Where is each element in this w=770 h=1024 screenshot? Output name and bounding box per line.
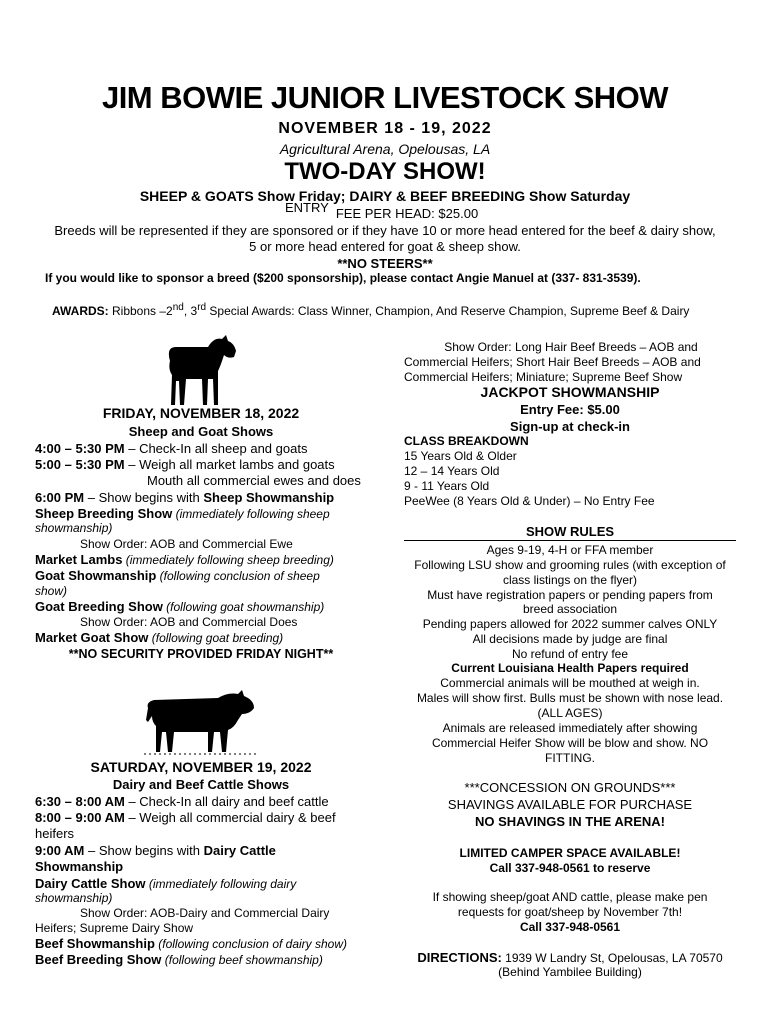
friday-show-class: Sheep Showmanship — [203, 490, 335, 505]
awards-text-b: , 3 — [183, 304, 198, 318]
entry-label: ENTRY — [285, 200, 329, 215]
beef-showmanship-note: (following conclusion of dairy show) — [154, 937, 348, 951]
awards-line — [52, 302, 689, 318]
jackpot-entry-fee: Entry Fee: $5.00 — [520, 402, 620, 417]
breeds-note: Breeds will be represented if they are sponsored or if they have 10 or more head entered for the beef & dairy show, 5 or more head entered for goat & sheep show. — [54, 223, 716, 254]
goat-icon — [162, 335, 242, 409]
show-schedule: SHEEP & GOATS Show Friday; DAIRY & BEEF BREEDING Show Saturday — [139, 188, 631, 204]
goat-showmanship — [35, 568, 320, 585]
show-dates: NOVEMBER 18 - 19, 2022 — [278, 120, 492, 137]
friday-weigh-time: 5:00 – 5:30 PM — [35, 457, 125, 472]
saturday-show — [35, 843, 276, 859]
rule-item: Commercial animals will be mouthed at weigh in. — [440, 676, 700, 690]
market-goat-note: (following goat breeding) — [148, 631, 284, 645]
beef-breeding-show — [35, 952, 323, 969]
sheep-breeding-note: (immediately following sheep — [172, 507, 330, 521]
saturday-checkin-text: – Check-In all dairy and beef cattle — [124, 794, 329, 809]
jackpot-signup: Sign-up at check-in — [510, 419, 630, 434]
saturday-show-class: Dairy Cattle — [203, 843, 276, 858]
beef-show-order-2: Commercial Heifers; Short Hair Beef Breeds – AOB and — [404, 355, 701, 369]
goat-breeding-note: (following goat showmanship) — [162, 600, 325, 614]
saturday-show-class-2: Showmanship — [35, 859, 124, 874]
rule-item: Commercial Heifer Show will be blow and show. NO — [431, 736, 709, 750]
class-item: PeeWee (8 Years Old & Under) – No Entry Fee — [404, 494, 655, 508]
rule-item: Animals are released immediately after showing — [442, 721, 698, 735]
sponsor-note: If you would like to sponsor a breed ($200 sponsorship), please contact Angie Manuel at (337- 831-3539). — [45, 271, 641, 285]
friday-weigh-text: – Weigh all market lambs and goats — [124, 457, 335, 472]
goat-showmanship-note: (following conclusion of sheep — [156, 569, 320, 583]
beef-breeding-note: (following beef showmanship) — [161, 953, 323, 967]
saturday-weigh-text: – Weigh all commercial dairy & beef — [124, 810, 336, 825]
rule-item: Pending papers allowed for 2022 summer calves ONLY — [422, 617, 718, 631]
rule-item: No refund of entry fee — [511, 647, 629, 661]
goat-showmanship-label: Goat Showmanship — [35, 568, 157, 583]
class-item: 15 Years Old & Older — [404, 449, 517, 463]
sheep-breeding-label: Sheep Breeding Show — [35, 506, 173, 521]
page-title: JIM BOWIE JUNIOR LIVESTOCK SHOW — [101, 80, 669, 115]
rule-item: FITTING. — [545, 751, 595, 765]
market-lambs-note: (immediately following sheep breeding) — [122, 553, 334, 567]
directions-2: (Behind Yambilee Building) — [498, 965, 642, 979]
market-goat-show — [35, 630, 283, 647]
goat-breeding-show — [35, 599, 324, 616]
beef-show-order-1: Show Order: Long Hair Beef Breeds – AOB and — [444, 340, 698, 354]
pen-request-note-2: requests for goat/sheep by November 7th! — [457, 905, 683, 919]
friday-show-time: 6:00 PM — [35, 490, 85, 505]
awards-text-c: Special Awards: Class Winner, Champion, And Reserve Champion, Supreme Beef & Dairy — [206, 304, 690, 318]
friday-checkin-text: – Check-In all sheep and goats — [124, 441, 308, 456]
rule-item: Ages 9-19, 4-H or FFA member — [486, 543, 654, 557]
saturday-heading: SATURDAY, NOVEMBER 19, 2022 — [90, 759, 312, 775]
class-item: 12 – 14 Years Old — [404, 464, 500, 478]
goat-show-order: Show Order: AOB and Commercial Does — [80, 615, 298, 629]
friday-heading: FRIDAY, NOVEMBER 18, 2022 — [102, 405, 300, 421]
beef-breeding-label: Beef Breeding Show — [35, 952, 162, 967]
rule-item: breed association — [522, 602, 618, 616]
rules-divider — [404, 540, 736, 541]
saturday-show-time: 9:00 AM — [35, 843, 85, 858]
dairy-show-order: Show Order: AOB-Dairy and Commercial Dairy — [80, 906, 330, 920]
camper-call: Call 337-948-0561 to reserve — [489, 861, 651, 875]
market-lambs-label: Market Lambs — [35, 552, 123, 567]
pen-request-note: If showing sheep/goat AND cattle, please make pen — [432, 890, 708, 904]
no-steers-note: **NO STEERS** — [337, 256, 433, 271]
rule-item: All decisions made by judge are final — [472, 632, 668, 646]
rule-item: Following LSU show and grooming rules (with exception of — [414, 558, 726, 572]
sheep-breeding-note-2: showmanship) — [35, 521, 113, 535]
directions-label: DIRECTIONS: — [417, 950, 502, 965]
health-papers-rule: Current Louisiana Health Papers required — [451, 661, 689, 675]
dairy-show-order-2: Heifers; Supreme Dairy Show — [35, 921, 194, 935]
market-lambs — [35, 552, 334, 569]
saturday-checkin — [35, 794, 329, 810]
sheep-show-order: Show Order: AOB and Commercial Ewe — [80, 537, 293, 551]
beef-showmanship-label: Beef Showmanship — [35, 936, 155, 951]
concession-note: ***CONCESSION ON GROUNDS*** — [464, 780, 676, 795]
cow-icon — [144, 686, 256, 756]
saturday-weigh — [35, 810, 336, 826]
rule-item: Must have registration papers or pending papers from — [427, 588, 713, 602]
class-breakdown-heading: CLASS BREAKDOWN — [404, 434, 529, 448]
venue: Agricultural Arena, Opelousas, LA — [279, 141, 491, 157]
shavings-note: SHAVINGS AVAILABLE FOR PURCHASE — [447, 797, 693, 812]
goat-showmanship-note-2: show) — [35, 584, 68, 598]
friday-weigh-2: Mouth all commercial ewes and does — [147, 473, 361, 488]
awards-text-a: Ribbons –2 — [108, 304, 173, 318]
pen-call: Call 337-948-0561 — [519, 920, 621, 934]
two-day-banner: TWO-DAY SHOW! — [284, 158, 486, 185]
rule-item: class listings on the flyer) — [502, 573, 638, 587]
friday-checkin-time: 4:00 – 5:30 PM — [35, 441, 125, 456]
awards-sup-1: nd — [172, 302, 184, 313]
friday-weigh — [35, 457, 335, 473]
saturday-subheading: Dairy and Beef Cattle Shows — [112, 777, 290, 792]
awards-sup-2: rd — [197, 302, 207, 313]
directions-address: 1939 W Landry St, Opelousas, LA 70570 — [501, 951, 723, 965]
friday-subheading: Sheep and Goat Shows — [128, 424, 274, 439]
awards-label: AWARDS: — [52, 304, 109, 318]
rule-item: (ALL AGES) — [537, 706, 603, 720]
class-item: 9 - 11 Years Old — [404, 479, 490, 493]
show-rules-heading: SHOW RULES — [525, 524, 615, 539]
dairy-show-note-2: showmanship) — [35, 891, 113, 905]
beef-show-order-3: Commercial Heifers; Miniature; Supreme Beef Show — [404, 370, 683, 384]
saturday-checkin-time: 6:30 – 8:00 AM — [35, 794, 125, 809]
dairy-show-note: (immediately following dairy — [145, 877, 297, 891]
beef-showmanship — [35, 936, 347, 953]
no-shavings-note: NO SHAVINGS IN THE ARENA! — [475, 814, 665, 829]
saturday-weigh-time: 8:00 – 9:00 AM — [35, 810, 125, 825]
dairy-show-label: Dairy Cattle Show — [35, 876, 146, 891]
friday-show — [35, 490, 334, 506]
market-goat-label: Market Goat Show — [35, 630, 149, 645]
entry-fee: FEE PER HEAD: $25.00 — [335, 206, 479, 221]
no-security-note: **NO SECURITY PROVIDED FRIDAY NIGHT** — [68, 647, 334, 661]
jackpot-heading: JACKPOT SHOWMANSHIP — [480, 384, 660, 400]
friday-checkin — [35, 441, 307, 457]
camper-note: LIMITED CAMPER SPACE AVAILABLE! — [459, 846, 681, 860]
rule-item: Males will show first. Bulls must be shown with nose lead. — [416, 691, 724, 705]
goat-breeding-label: Goat Breeding Show — [35, 599, 163, 614]
friday-show-text: – Show begins with — [84, 490, 204, 505]
saturday-weigh-2: heifers — [35, 826, 75, 841]
saturday-show-text: – Show begins with — [84, 843, 204, 858]
